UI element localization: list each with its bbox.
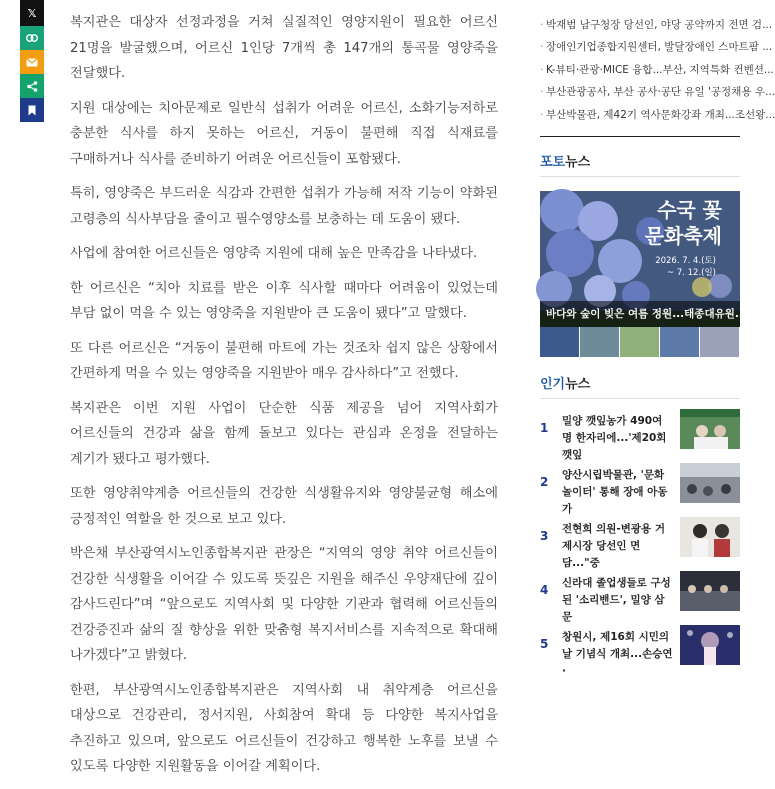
photo-thumbnail[interactable] <box>580 327 620 357</box>
latest-news-item[interactable]: · 부산관광공사, 부산 공사·공단 유일 '공정채용 우... <box>540 81 740 103</box>
photo-news-caption[interactable]: 바다와 숲이 빚은 여름 정원...태종대유원... <box>540 301 740 327</box>
photo-news-title-accent: 포토 <box>540 154 566 170</box>
latest-news-item[interactable]: · 장애인기업종합지원센터, 발달장애인 스마트팜 ... <box>540 36 740 58</box>
popular-news-item[interactable] <box>540 409 740 463</box>
mail-icon[interactable] <box>20 50 44 74</box>
share-rail <box>20 0 44 122</box>
rank-number: 1 <box>540 420 549 435</box>
photo-thumbnail[interactable] <box>660 327 700 357</box>
rank-number: 4 <box>540 582 549 597</box>
photo-thumbnails <box>540 327 740 357</box>
section-divider <box>540 136 740 137</box>
x-share-icon[interactable]: 𝕏 <box>20 0 44 26</box>
article-paragraph: 복지관은 이번 지원 사업이 단순한 식품 제공을 넘어 지역사회가 어르신들의 건강과 삶을 함께 돌보고 있다는 관심과 온정을 전달하는 계기가 됐다고 평가했다. <box>70 400 498 467</box>
article-paragraph: 또 다른 어르신은 “거동이 불편해 마트에 가는 것조차 쉽지 않은 상황에서 간편하게 먹을 수 있는 영양죽을 지원받아 매우 감사하다”고 전했다. <box>70 340 498 381</box>
article-paragraph: 사업에 참여한 어르신들은 영양죽 지원에 대해 높은 만족감을 나타냈다. <box>70 246 478 261</box>
link-copy-icon[interactable] <box>20 26 44 50</box>
popular-news-title-accent: 인기 <box>540 376 566 392</box>
latest-news-list <box>540 14 775 126</box>
popular-news-headline[interactable]: 신라대 졸업생들로 구성된 '소리밴드', 밀양 삼문 <box>562 576 671 623</box>
sidebar <box>540 0 775 679</box>
photo-thumbnail[interactable] <box>700 327 740 357</box>
festival-title-art <box>645 197 722 249</box>
bookmark-icon[interactable] <box>20 98 44 122</box>
share-icon[interactable] <box>20 74 44 98</box>
photo-news-title[interactable] <box>540 151 740 177</box>
popular-news-headline[interactable]: 양산시립박물관, '문화놀이터' 통해 장애 아동 가 <box>562 468 668 515</box>
photo-news-card[interactable] <box>540 191 747 357</box>
photo-thumbnail[interactable] <box>620 327 660 357</box>
rank-number: 2 <box>540 474 549 489</box>
festival-title-line: 수국 꽃 <box>657 197 722 222</box>
article-paragraph: 박은채 부산광역시노인종합복지관 관장은 “지역의 영양 취약 어르신들이 건강한 식생활을 이어갈 수 있도록 뜻깊은 지원을 해주신 우양재단에 깊이 감사드린다”며 “앞으로도 지역사회 및 다양한 기관과 협력해 어르신들의 건강증진과 삶의 질 향상을 위한 맞춤형 복지서비스를 지속적으로 확대해 나가겠다”고 밝혔다. <box>70 546 498 663</box>
article-paragraph: 복지관은 대상자 선정과정을 거쳐 실질적인 영양지원이 필요한 어르신 21명을 발굴했으며, 어르신 1인당 7개씩 총 147개의 통곡물 영양죽을 전달했다. <box>70 15 498 81</box>
popular-news-item[interactable] <box>540 571 740 625</box>
popular-news-headline[interactable]: 밀양 깻잎농가 490여 명 한자리에...'제20회 깻잎 <box>562 414 667 461</box>
festival-date-line: 2026. 7. 4.(토) <box>655 255 716 266</box>
news-thumbnail[interactable] <box>680 463 740 503</box>
festival-date <box>655 255 716 279</box>
article-paragraph: 한 어르신은 “치아 치료를 받은 이후 식사할 때마다 어려움이 있었는데 부담 없이 먹을 수 있는 영양죽을 지원받아 큰 도움이 됐다”고 말했다. <box>70 280 498 321</box>
latest-news-item[interactable]: · 부산박물관, 제42기 역사문화강좌 개최...조선왕... <box>540 104 740 126</box>
popular-news-headline[interactable]: 전현희 의원-변광용 거제시장 당선인 면담..."중 <box>562 522 665 569</box>
news-thumbnail[interactable] <box>680 409 740 449</box>
popular-news-title[interactable] <box>540 373 740 399</box>
article-paragraph: 또한 영양취약계층 어르신들의 건강한 식생활유지와 영양불균형 해소에 긍정적인 역할을 한 것으로 보고 있다. <box>70 486 498 527</box>
latest-news-item[interactable]: · 박재범 남구청장 당선인, 야당 공약까지 전면 검... <box>540 14 740 36</box>
photo-thumbnail[interactable] <box>540 327 580 357</box>
article-body <box>70 10 498 789</box>
popular-news-headline[interactable]: 창원시, 제16회 시민의 날 기념식 개최...손승연· <box>562 630 673 677</box>
rank-number: 3 <box>540 528 549 543</box>
popular-news-item[interactable] <box>540 463 740 517</box>
article-paragraph: 특히, 영양죽은 부드러운 식감과 간편한 섭취가 가능해 저작 기능이 약화된 고령층의 식사부담을 줄이고 필수영양소를 보충하는 데 도움이 됐다. <box>70 186 498 227</box>
festival-title-line: 문화축제 <box>644 223 722 248</box>
article-paragraph: 한편, 부산광역시노인종합복지관은 지역사회 내 취약계층 어르신을 대상으로 건강관리, 정서지원, 사회참여 확대 등 다양한 복지사업을 추진하고 있으며, 앞으로도 어르신들이 건강하고 행복한 노후를 보낼 수 있도록 다양한 지원활동을 이어갈 계획이다. <box>70 682 498 774</box>
photo-news-title-rest: 뉴스 <box>565 154 591 170</box>
popular-news-item[interactable] <box>540 517 740 571</box>
popular-news-item[interactable] <box>540 625 740 679</box>
news-thumbnail[interactable] <box>680 517 740 557</box>
article-paragraph: 지원 대상에는 치아문제로 일반식 섭취가 어려운 어르신, 소화기능저하로 충분한 식사를 하지 못하는 어르신, 거동이 불편해 직접 식재료를 구매하거나 식사를 준비하기 어려운 어르신들이 포함됐다. <box>70 100 498 167</box>
popular-news-title-rest: 뉴스 <box>565 376 591 392</box>
news-thumbnail[interactable] <box>680 625 740 665</box>
latest-news-item[interactable]: · K-뷰티·관광·MICE 융합...부산, 지역특화 컨벤션... <box>540 59 740 81</box>
rank-number: 5 <box>540 636 549 651</box>
festival-date-line: ~ 7. 12.(일) <box>667 267 716 278</box>
popular-news-list <box>540 409 740 679</box>
news-thumbnail[interactable] <box>680 571 740 611</box>
